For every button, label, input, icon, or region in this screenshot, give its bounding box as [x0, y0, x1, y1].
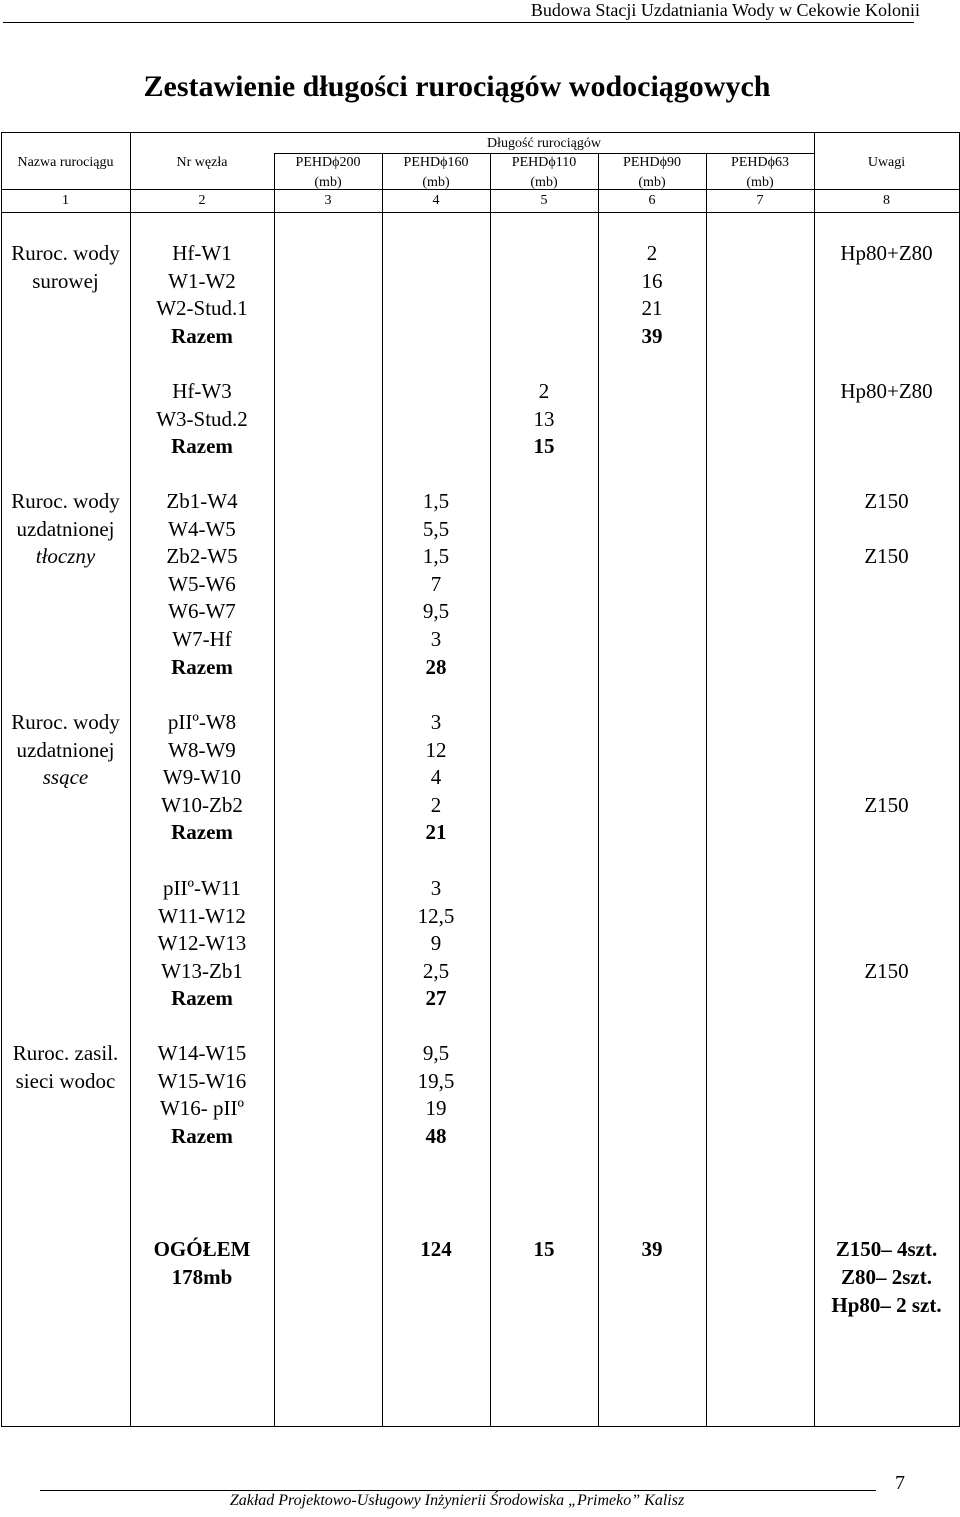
total-d110: 15 [533, 1237, 555, 1261]
pipe-label: PEHDϕ63 [731, 155, 789, 170]
node-segment: pIIº-W8 [167, 710, 237, 734]
total-label: OGÓŁEM [153, 1237, 251, 1261]
length-value: 3 [430, 876, 442, 900]
length-value: 16 [641, 268, 663, 293]
length-value: 5,5 [422, 516, 450, 541]
pipeline-name-line: Ruroc. wody [11, 710, 120, 734]
length-value: 19 [425, 1096, 447, 1121]
pipe-label: PEHDϕ160 [403, 155, 469, 170]
subtotal-value: 39 [641, 323, 663, 348]
footer-rule [40, 1490, 876, 1491]
length-value: 9,5 [422, 599, 450, 624]
subtotal-value: 21 [425, 820, 447, 845]
length-values [382, 875, 490, 1013]
node-segment: W6-W7 [168, 599, 236, 624]
note-value [814, 654, 959, 682]
node-segment: W13-Zb1 [161, 958, 243, 983]
length-values [490, 378, 598, 461]
length-value: 19,5 [417, 1068, 455, 1093]
pipe-label: PEHDϕ200 [295, 155, 361, 170]
node-list [130, 709, 274, 847]
notes-values [814, 875, 959, 1013]
header-pehd160 [382, 153, 490, 193]
col-rule-2 [274, 153, 275, 1427]
header-rule [3, 22, 914, 23]
length-value: 12 [425, 737, 447, 762]
node-segment: pIIº-W11 [162, 876, 242, 900]
total-note: Z80– 2szt. [841, 1265, 932, 1289]
note-value [814, 709, 959, 737]
pipeline-name-line: surowej [32, 268, 99, 293]
unit-label: (mb) [530, 175, 558, 190]
subtotal-label: Razem [171, 1123, 233, 1148]
subtotal-value: 27 [425, 986, 447, 1011]
column-number: 3 [324, 193, 332, 208]
note-value [814, 1123, 959, 1151]
node-segment: Zb1-W4 [166, 489, 238, 513]
subtotal-label: Razem [171, 986, 233, 1011]
length-values [382, 1040, 490, 1150]
node-segment: W10-Zb2 [161, 792, 243, 817]
page-number: 7 [895, 1472, 905, 1494]
node-segment: W3-Stud.2 [156, 406, 248, 431]
note-value: Hp80+Z80 [840, 379, 933, 403]
pipeline-name-line: Ruroc. wody [11, 241, 120, 265]
note-value: Z150 [864, 489, 909, 513]
numbers-bottom-rule [1, 212, 960, 213]
length-value: 21 [641, 296, 663, 321]
total-sum: 178mb [171, 1265, 233, 1289]
subtotal-value: 28 [425, 654, 447, 679]
note-value [814, 875, 959, 903]
node-segment: W2-Stud.1 [156, 296, 248, 321]
pipe-label: PEHDϕ90 [623, 155, 681, 170]
pipeline-name-line: Ruroc. zasil. [12, 1041, 119, 1065]
total-notes [814, 1235, 959, 1319]
node-segment: W14-W15 [157, 1041, 247, 1065]
total-d160: 124 [420, 1237, 452, 1261]
column-number: 5 [540, 193, 548, 208]
note-value [814, 406, 959, 434]
footer-text: Zakład Projektowo-Usługowy Inżynierii Środowiska „Primeko” Kalisz [229, 1492, 685, 1509]
note-value [814, 323, 959, 351]
node-list [130, 875, 274, 1013]
node-list [130, 240, 274, 350]
subtotal-label: Razem [171, 654, 233, 679]
unit-label: (mb) [422, 175, 450, 190]
length-value: 9 [430, 931, 442, 956]
length-value: 3 [430, 710, 442, 734]
length-value: 2 [538, 379, 550, 403]
length-values [598, 240, 706, 350]
pipeline-name [1, 1040, 130, 1095]
length-value: 1,5 [422, 544, 450, 569]
node-segment: W11-W12 [158, 903, 246, 928]
note-value [814, 516, 959, 544]
node-segment: W7-Hf [172, 626, 232, 651]
note-value [814, 571, 959, 599]
node-list [130, 378, 274, 461]
length-value: 2 [646, 241, 658, 265]
note-value [814, 626, 959, 654]
length-value: 13 [533, 406, 555, 431]
column-number: 2 [198, 193, 206, 208]
node-segment: W5-W6 [168, 571, 236, 596]
table-top-rule [1, 132, 960, 133]
column-number: 7 [756, 193, 764, 208]
pipeline-name [1, 488, 130, 571]
total-label-cell [130, 1235, 274, 1291]
length-value: 2,5 [422, 958, 450, 983]
header-pehd200 [274, 153, 382, 193]
node-segment: Hf-W3 [172, 379, 232, 403]
node-segment: Zb2-W5 [166, 544, 238, 569]
notes-values [814, 378, 959, 461]
length-value: 9,5 [422, 1041, 450, 1065]
note-value: Hp80+Z80 [840, 241, 933, 265]
header-pehd110 [490, 153, 598, 193]
notes-values [814, 240, 959, 350]
length-value: 4 [430, 765, 442, 790]
note-value [814, 598, 959, 626]
running-header: Budowa Stacji Uzdatniania Wody w Cekowie Kolonii [530, 0, 920, 20]
node-segment: Hf-W1 [172, 241, 232, 265]
note-value [814, 930, 959, 958]
length-value: 12,5 [417, 903, 455, 928]
pipeline-name-line: sieci wodoc [15, 1068, 116, 1093]
page-title: Zestawienie długości rurociągów wodociągowych [143, 70, 771, 103]
column-number: 6 [648, 193, 656, 208]
length-value: 3 [430, 626, 442, 651]
header-notes: Uwagi [867, 155, 906, 170]
notes-values [814, 709, 959, 847]
notes-values [814, 1040, 959, 1150]
node-segment: W15-W16 [157, 1068, 247, 1093]
subtotal-label: Razem [171, 434, 233, 459]
total-note: Z150– 4szt. [835, 1237, 938, 1261]
pipe-label: PEHDϕ110 [511, 155, 577, 170]
subtotal-label: Razem [171, 323, 233, 348]
node-segment: W4-W5 [168, 516, 236, 541]
note-value [814, 268, 959, 296]
pipeline-name-line: tłoczny [35, 544, 96, 569]
pipeline-name-line: uzdatnionej [16, 737, 115, 762]
note-value [814, 295, 959, 323]
note-value [814, 985, 959, 1013]
column-number: 4 [432, 193, 440, 208]
note-value [814, 433, 959, 461]
header-pehd63 [706, 153, 814, 193]
node-segment: W8-W9 [168, 737, 236, 762]
column-number: 1 [62, 193, 69, 208]
header-node-number: Nr węzła [176, 155, 228, 170]
note-value: Z150 [864, 958, 909, 983]
note-value [814, 737, 959, 765]
header-pipeline-name: Nazwa rurociągu [17, 155, 114, 170]
unit-label: (mb) [746, 175, 774, 190]
length-values [382, 488, 490, 681]
pipeline-name-line: Ruroc. wody [11, 489, 120, 513]
pipeline-name [1, 240, 130, 295]
pipeline-name [1, 709, 130, 792]
note-value: Z150 [864, 792, 909, 817]
note-value [814, 1040, 959, 1068]
pipeline-name-line: ssące [42, 765, 89, 790]
col-rule-6 [706, 153, 707, 1427]
note-value [814, 819, 959, 847]
length-value: 7 [430, 571, 442, 596]
length-values [382, 709, 490, 847]
header-length-group: Długość rurociągów [487, 136, 601, 151]
node-segment: W9-W10 [162, 765, 242, 790]
subtotal-value: 15 [533, 434, 555, 459]
node-list [130, 1040, 274, 1150]
header-pehd90 [598, 153, 706, 193]
node-segment: W16- pIIº [159, 1096, 245, 1121]
unit-label: (mb) [314, 175, 342, 190]
note-value [814, 1068, 959, 1096]
notes-values [814, 488, 959, 681]
total-note: Hp80– 2 szt. [831, 1293, 942, 1317]
subtotal-value: 48 [425, 1123, 447, 1148]
length-value: 2 [430, 792, 442, 817]
node-list [130, 488, 274, 681]
node-segment: W12-W13 [157, 931, 247, 956]
column-number: 8 [883, 193, 890, 208]
note-value: Z150 [864, 544, 909, 569]
node-segment: W1-W2 [168, 268, 236, 293]
subtotal-label: Razem [171, 820, 233, 845]
note-value [814, 764, 959, 792]
note-value [814, 903, 959, 931]
pipeline-name-line: uzdatnionej [16, 516, 115, 541]
length-value: 1,5 [422, 489, 450, 513]
total-d90: 39 [641, 1237, 663, 1261]
note-value [814, 1095, 959, 1123]
table-bottom-rule [1, 1426, 960, 1427]
unit-label: (mb) [638, 175, 666, 190]
